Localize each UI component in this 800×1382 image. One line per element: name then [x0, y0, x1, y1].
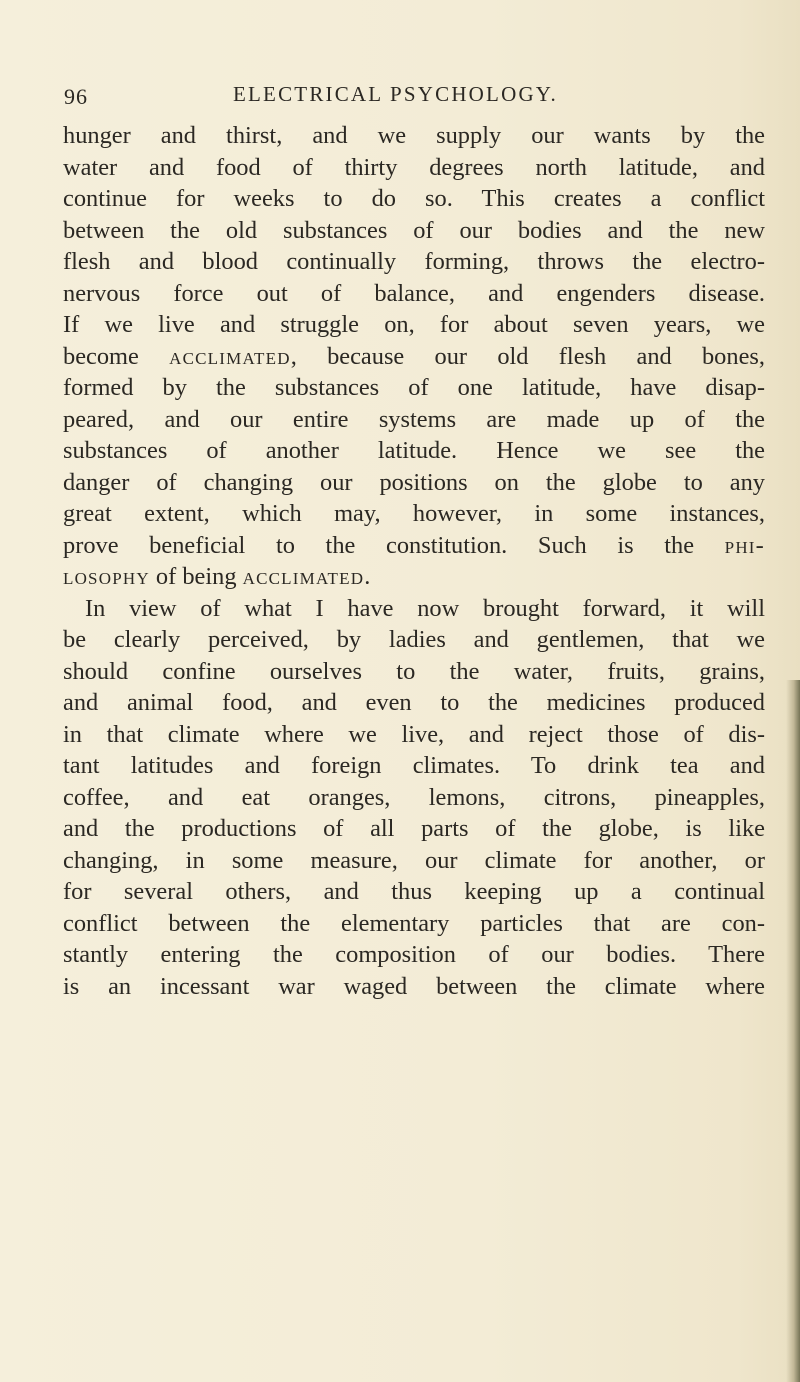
- text-line: hunger and thirst, and we supply our wants by the: [63, 122, 765, 149]
- text-line: and animal food, and even to the medicines produced: [63, 689, 765, 716]
- text-line: changing, in some measure, our climate for another, or: [63, 846, 765, 874]
- small-caps-term: losophy: [63, 563, 150, 590]
- text-line: tant latitudes and foreign climates. To drink tea and: [63, 752, 765, 779]
- text-line: [63, 341, 765, 373]
- text-line: should confine ourselves to the water, fruits, grains,: [63, 657, 765, 685]
- text-fragment: become: [63, 342, 170, 370]
- text-line: nervous force out of balance, and engenders disease.: [63, 279, 765, 307]
- text-line: [63, 530, 765, 562]
- text-line: formed by the substances of one latitude, have disap-: [63, 374, 765, 401]
- text-fragment: prove beneficial to the constitution. Such is the: [63, 531, 725, 559]
- text-line: great extent, which may, however, in some instances,: [63, 500, 765, 527]
- body-text: [63, 120, 765, 1002]
- text-line: water and food of thirty degrees north latitude, and: [63, 153, 765, 181]
- text-fragment: of being: [149, 563, 243, 590]
- small-caps-term: acclimated: [242, 563, 365, 590]
- small-caps-term: phi-: [724, 531, 765, 559]
- page-edge-shadow: [786, 680, 800, 1382]
- text-line: If we live and struggle on, for about seven years, we: [63, 311, 765, 338]
- text-line: between the old substances of our bodies and the new: [63, 216, 765, 244]
- text-line: [63, 561, 765, 593]
- text-line: is an incessant war waged between the climate where: [63, 972, 765, 1000]
- text-line: stantly entering the composition of our bodies. There: [63, 941, 765, 968]
- text-fragment: .: [364, 563, 371, 590]
- text-line: in that climate where we live, and reject those of dis-: [63, 720, 765, 748]
- text-line: In view of what I have now brought forward, it will: [85, 594, 765, 622]
- running-title: ELECTRICAL PSYCHOLOGY.: [233, 82, 558, 106]
- text-line: flesh and blood continually forming, throws the electro-: [63, 248, 765, 275]
- text-line: continue for weeks to do so. This creates a conflict: [63, 185, 765, 212]
- text-line: coffee, and eat oranges, lemons, citrons, pineapples,: [63, 783, 765, 811]
- text-line: be clearly perceived, by ladies and gentlemen, that we: [63, 626, 765, 653]
- small-caps-term: acclimated: [169, 342, 291, 370]
- page-number: 96: [64, 84, 88, 109]
- text-fragment: , because our old flesh and bones,: [290, 342, 765, 370]
- text-line: substances of another latitude. Hence we see the: [63, 437, 765, 464]
- text-line: peared, and our entire systems are made up of the: [63, 405, 765, 433]
- text-line: conflict between the elementary particles that are con-: [63, 909, 765, 937]
- text-line: danger of changing our positions on the globe to any: [63, 468, 765, 496]
- text-line: and the productions of all parts of the globe, is like: [63, 815, 765, 842]
- text-line: for several others, and thus keeping up a continual: [63, 878, 765, 905]
